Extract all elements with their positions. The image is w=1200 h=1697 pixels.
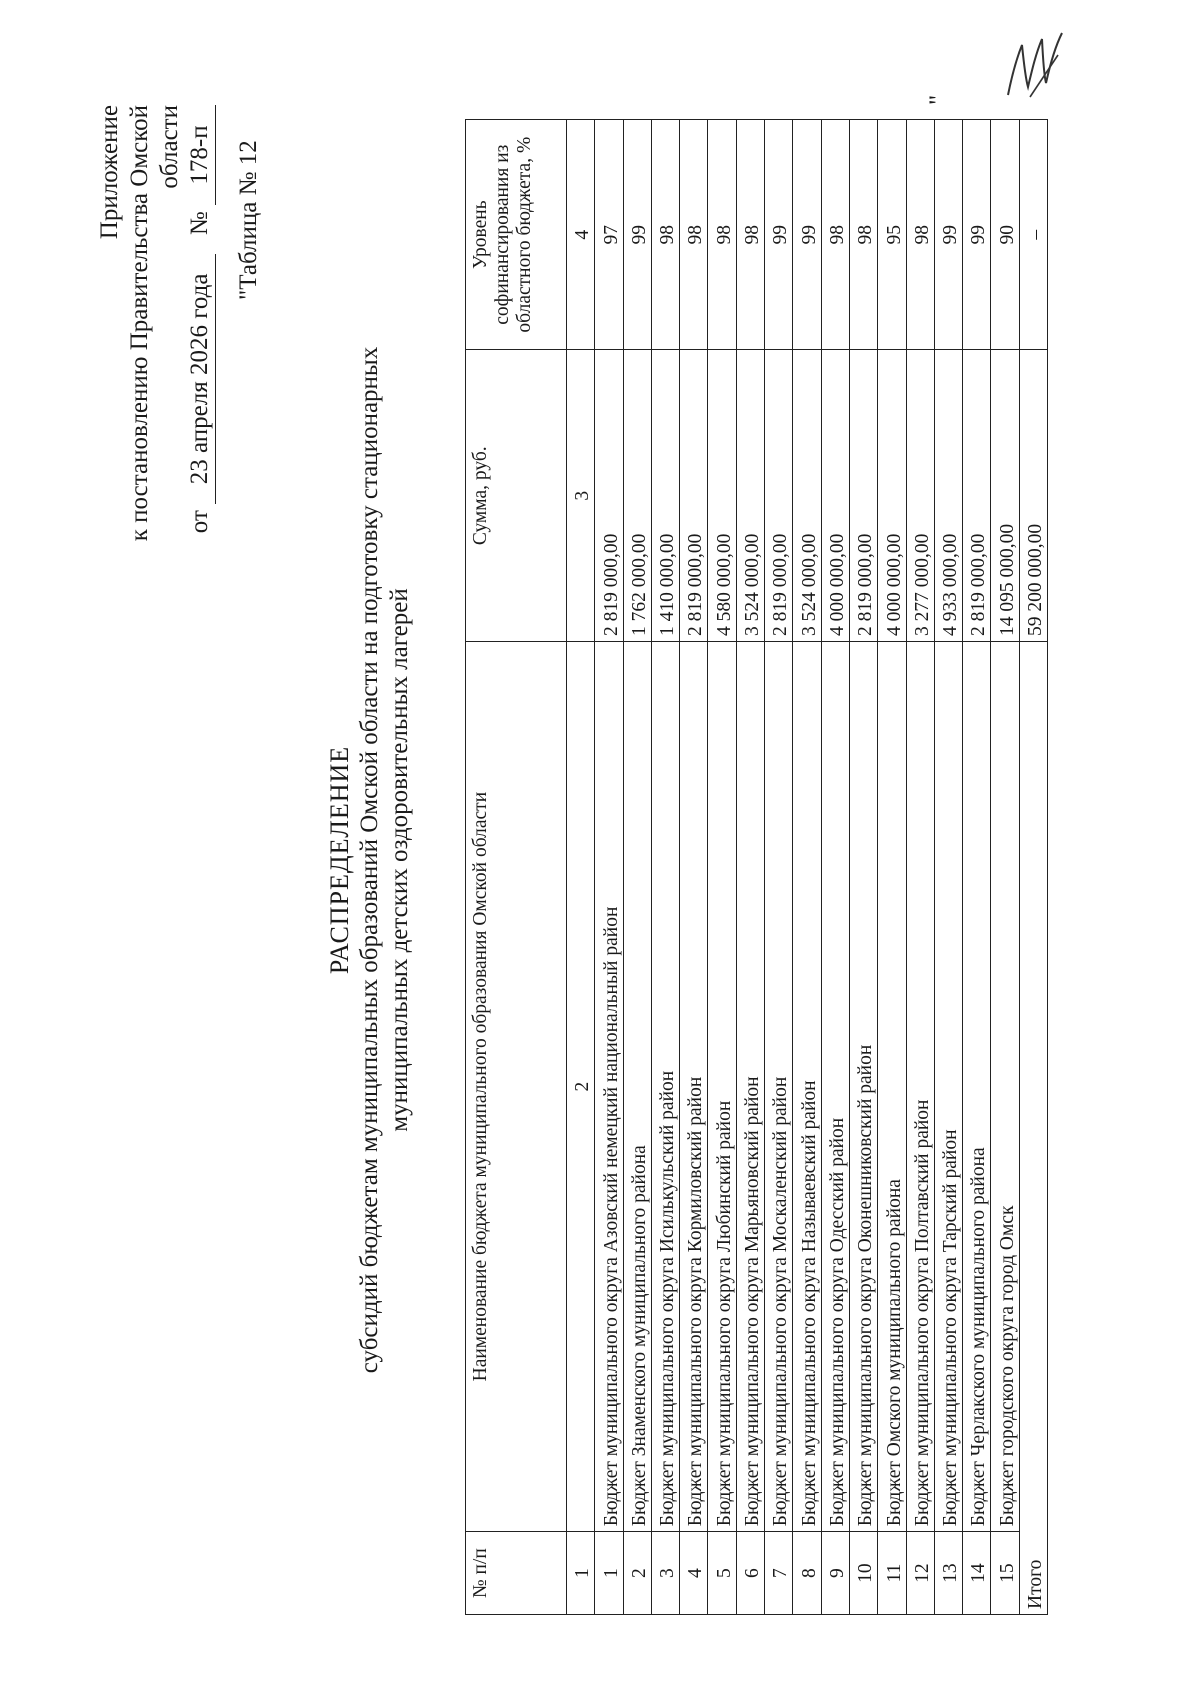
appendix-title: Приложение <box>96 105 123 240</box>
row-name: Бюджет муниципального округа Москаленский район <box>765 642 793 1532</box>
header-pct: Уровень софинансирования из областного бюджета, % <box>466 120 567 350</box>
row-no: 9 <box>821 1532 849 1615</box>
table-row <box>849 120 877 1615</box>
row-no: 3 <box>651 1532 679 1615</box>
row-pct: 99 <box>623 120 651 350</box>
row-pct: 95 <box>878 120 906 350</box>
row-sum: 2 819 000,00 <box>849 350 877 642</box>
row-no: 14 <box>963 1532 991 1615</box>
table-row <box>821 120 849 1615</box>
row-no: 1 <box>595 1532 623 1615</box>
table-row <box>708 120 736 1615</box>
row-no: 7 <box>765 1532 793 1615</box>
table-row <box>793 120 821 1615</box>
total-sum: 59 200 000,00 <box>1019 350 1047 642</box>
row-sum: 4 000 000,00 <box>878 350 906 642</box>
row-no: 10 <box>849 1532 877 1615</box>
row-no: 13 <box>934 1532 962 1615</box>
row-pct: 98 <box>680 120 708 350</box>
row-sum: 14 095 000,00 <box>991 350 1019 642</box>
total-row <box>1019 120 1047 1615</box>
row-sum: 2 819 000,00 <box>963 350 991 642</box>
row-sum: 2 819 000,00 <box>680 350 708 642</box>
subheader-cell: 3 <box>567 350 595 642</box>
row-sum: 2 819 000,00 <box>765 350 793 642</box>
document-subtitle: субсидий бюджетам муниципальных образований Омской области на подготовку стационарных муниципальных детских оздоровительных лагерей <box>356 346 413 1374</box>
row-no: 11 <box>878 1532 906 1615</box>
row-sum: 4 580 000,00 <box>708 350 736 642</box>
row-name: Бюджет муниципального округа Марьяновский район <box>736 642 764 1532</box>
appendix-date-line <box>185 105 216 625</box>
row-sum: 3 524 000,00 <box>736 350 764 642</box>
rotated-document-page <box>70 80 1120 1640</box>
row-name: Бюджет муниципального округа Называевский район <box>793 642 821 1532</box>
row-sum: 3 277 000,00 <box>906 350 934 642</box>
row-no: 12 <box>906 1532 934 1615</box>
row-pct: 98 <box>821 120 849 350</box>
total-pct: – <box>1019 120 1047 350</box>
table-row <box>906 120 934 1615</box>
row-no: 6 <box>736 1532 764 1615</box>
table-subheader-row <box>567 120 595 1615</box>
row-pct: 99 <box>934 120 962 350</box>
table-row <box>595 120 623 1615</box>
row-pct: 98 <box>736 120 764 350</box>
row-no: 4 <box>680 1532 708 1615</box>
row-pct: 98 <box>651 120 679 350</box>
row-name: Бюджет Омского муниципального района <box>878 642 906 1532</box>
table-row <box>736 120 764 1615</box>
row-name: Бюджет муниципального округа Кормиловский район <box>680 642 708 1532</box>
row-pct: 98 <box>849 120 877 350</box>
row-name: Бюджет муниципального округа Полтавский район <box>906 642 934 1532</box>
appendix-number: 178-п <box>185 105 216 205</box>
row-no: 5 <box>708 1532 736 1615</box>
table-row <box>623 120 651 1615</box>
total-label: Итого <box>1019 642 1047 1615</box>
subheader-cell: 2 <box>567 642 595 1532</box>
row-name: Бюджет Черлакского муниципального района <box>963 642 991 1532</box>
appendix-reference: к постановлению Правительства Омской области <box>126 105 183 542</box>
row-name: Бюджет Знаменского муниципального района <box>623 642 651 1532</box>
row-pct: 99 <box>963 120 991 350</box>
table-row <box>934 120 962 1615</box>
row-pct: 97 <box>595 120 623 350</box>
row-sum: 3 524 000,00 <box>793 350 821 642</box>
header-no: № п/п <box>466 1532 567 1615</box>
row-pct: 99 <box>793 120 821 350</box>
table-row <box>878 120 906 1615</box>
row-sum: 1 410 000,00 <box>651 350 679 642</box>
row-pct: 98 <box>708 120 736 350</box>
document-heading <box>325 80 415 1640</box>
row-no: 8 <box>793 1532 821 1615</box>
table-header-row <box>466 120 567 1615</box>
row-no: 15 <box>991 1532 1019 1615</box>
row-pct: 99 <box>765 120 793 350</box>
table-row <box>963 120 991 1615</box>
date-prefix: от <box>186 510 213 534</box>
row-no: 2 <box>623 1532 651 1615</box>
row-name: Бюджет городского округа город Омск <box>991 642 1019 1532</box>
subheader-cell: 4 <box>567 120 595 350</box>
row-sum: 1 762 000,00 <box>623 350 651 642</box>
row-sum: 4 000 000,00 <box>821 350 849 642</box>
table-row <box>765 120 793 1615</box>
row-name: Бюджет муниципального округа Тарский район <box>934 642 962 1532</box>
row-name: Бюджет муниципального округа Оконешниковский район <box>849 642 877 1532</box>
number-prefix: № <box>186 211 213 236</box>
row-name: Бюджет муниципального округа Любинский район <box>708 642 736 1532</box>
row-name: Бюджет муниципального округа Исилькульский район <box>651 642 679 1532</box>
appendix-date: 23 апреля 2026 года <box>185 254 216 504</box>
header-sum: Сумма, руб. <box>466 350 567 642</box>
closing-quote: " <box>925 94 952 105</box>
table-row <box>991 120 1019 1615</box>
distribution-table <box>465 119 1048 1615</box>
subheader-cell: 1 <box>567 1532 595 1615</box>
appendix-block <box>95 105 216 625</box>
row-pct: 90 <box>991 120 1019 350</box>
row-pct: 98 <box>906 120 934 350</box>
table-label: "Таблица № 12 <box>235 140 262 300</box>
row-name: Бюджет муниципального округа Одесский район <box>821 642 849 1532</box>
row-name: Бюджет муниципального округа Азовский немецкий национальный район <box>595 642 623 1532</box>
row-sum: 4 933 000,00 <box>934 350 962 642</box>
document-title: РАСПРЕДЕЛЕНИЕ <box>325 745 354 975</box>
row-sum: 2 819 000,00 <box>595 350 623 642</box>
header-name: Наименование бюджета муниципального образования Омской области <box>466 642 567 1532</box>
table-row <box>651 120 679 1615</box>
table-row <box>680 120 708 1615</box>
